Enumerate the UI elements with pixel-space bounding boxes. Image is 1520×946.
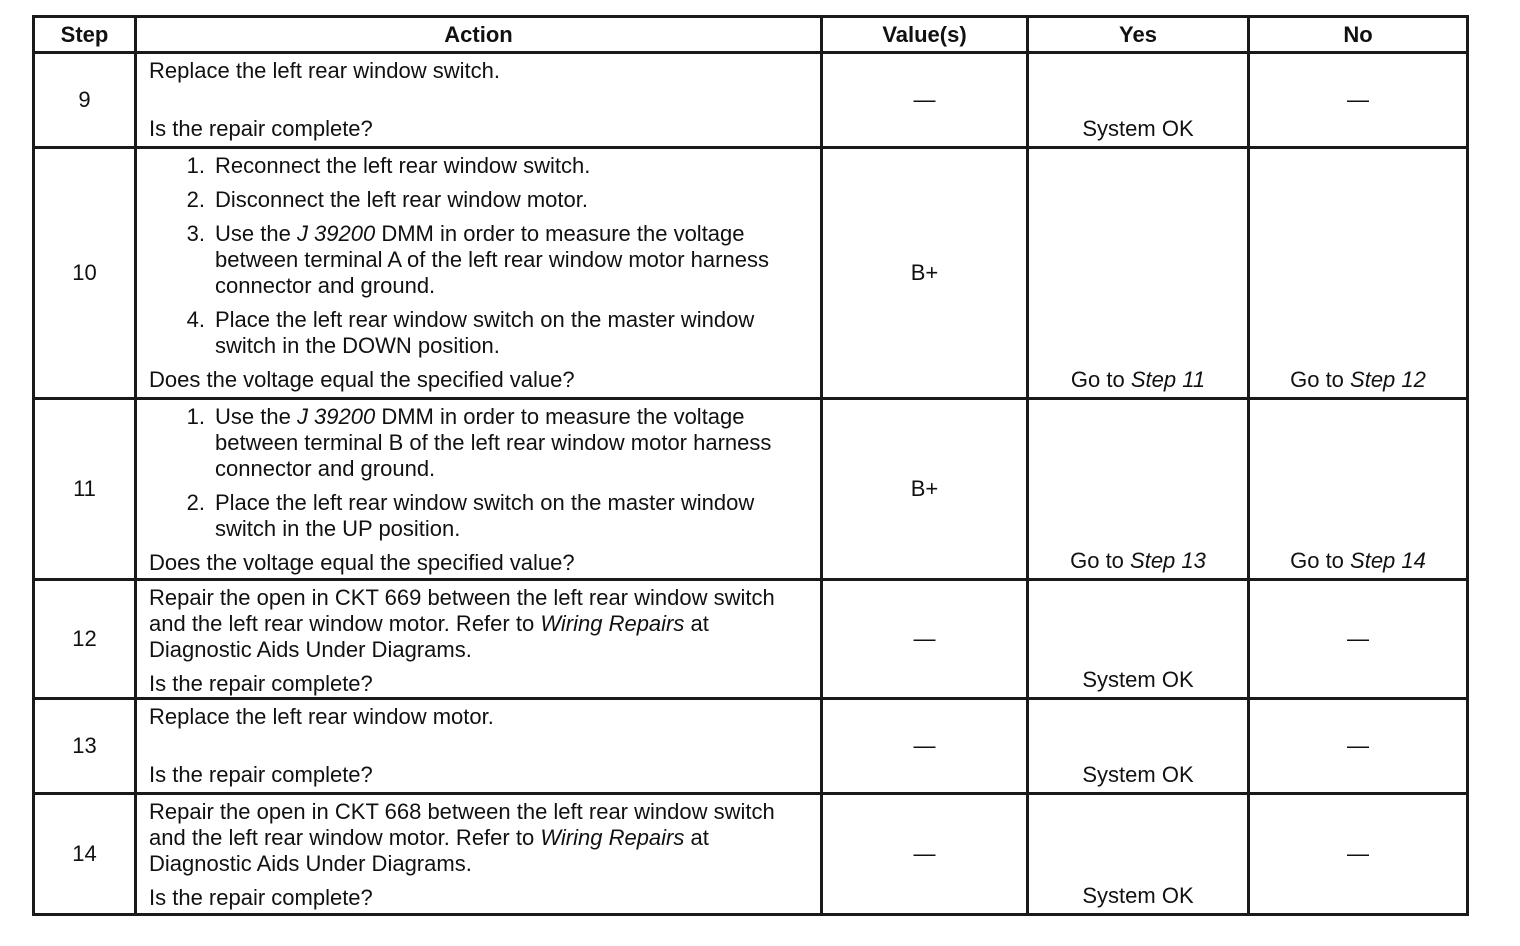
diagnostic-table xyxy=(32,15,1469,916)
no-cell: Go to Step 14 xyxy=(1249,399,1468,580)
step-number: 11 xyxy=(34,399,136,580)
table-row-step-14 xyxy=(34,794,1468,915)
action-question: Is the repair complete? xyxy=(149,671,373,696)
header-no: No xyxy=(1249,17,1468,53)
table-row-step-12 xyxy=(34,580,1468,699)
no-cell: — xyxy=(1249,53,1468,148)
list-item-text: Place the left rear window switch on the master window switch in the DOWN position. xyxy=(215,307,755,358)
list-item-number: 4. xyxy=(186,307,205,332)
table-row-step-11 xyxy=(34,399,1468,580)
list-item-number: 1. xyxy=(186,404,205,429)
step-number: 12 xyxy=(34,580,136,699)
yes-cell: Go to Step 11 xyxy=(1028,148,1249,399)
list-item-text: Place the left rear window switch on the master window switch in the UP position. xyxy=(215,490,755,541)
header-row xyxy=(34,17,1468,53)
action-text: Repair the open in CKT 669 between the left rear window switch and the left rear window motor. Refer to Wiring Repairs at Diagnostic Aids Under Diagrams. xyxy=(149,585,775,662)
action-question: Does the voltage equal the specified value? xyxy=(149,367,575,392)
list-item xyxy=(149,221,808,299)
list-item-text: Use the J 39200 DMM in order to measure the voltage between terminal B of the left rear window motor harness connector and ground. xyxy=(215,404,772,481)
action-cell xyxy=(136,53,822,148)
diagnostic-table-sheet xyxy=(32,15,1466,916)
tool-reference: J 39200 xyxy=(296,404,376,429)
value-cell: — xyxy=(822,794,1028,915)
list-item xyxy=(149,307,808,359)
list-item-text: Use the J 39200 DMM in order to measure the voltage between terminal A of the left rear window motor harness connector and ground. xyxy=(215,221,769,298)
list-item xyxy=(149,404,808,482)
no-cell: — xyxy=(1249,794,1468,915)
table-row-step-9 xyxy=(34,53,1468,148)
list-item-number: 2. xyxy=(186,187,205,212)
list-item-number: 3. xyxy=(186,221,205,246)
action-text: Repair the open in CKT 668 between the left rear window switch and the left rear window motor. Refer to Wiring Repairs at Diagnostic Aids Under Diagrams. xyxy=(149,799,775,876)
list-item-text: Disconnect the left rear window motor. xyxy=(215,187,588,212)
step-number: 10 xyxy=(34,148,136,399)
header-action: Action xyxy=(136,17,822,53)
step-number: 14 xyxy=(34,794,136,915)
action-question: Is the repair complete? xyxy=(149,762,373,787)
value-cell: — xyxy=(822,580,1028,699)
value-cell: — xyxy=(822,699,1028,794)
action-question: Is the repair complete? xyxy=(149,116,373,141)
no-cell: — xyxy=(1249,699,1468,794)
yes-cell: Go to Step 13 xyxy=(1028,399,1249,580)
no-cell: — xyxy=(1249,580,1468,699)
yes-cell: System OK xyxy=(1028,580,1249,699)
action-cell xyxy=(136,580,822,699)
action-cell xyxy=(136,148,822,399)
list-item-number: 2. xyxy=(186,490,205,515)
action-steps-list xyxy=(149,404,808,542)
table-row-step-13 xyxy=(34,699,1468,794)
header-step: Step xyxy=(34,17,136,53)
yes-cell: System OK xyxy=(1028,53,1249,148)
value-cell: B+ xyxy=(822,399,1028,580)
doc-reference: Wiring Repairs xyxy=(540,825,685,850)
yes-cell: System OK xyxy=(1028,794,1249,915)
no-cell: Go to Step 12 xyxy=(1249,148,1468,399)
step-reference: Step 11 xyxy=(1130,367,1206,392)
list-item xyxy=(149,153,808,179)
action-cell xyxy=(136,699,822,794)
tool-reference: J 39200 xyxy=(296,221,376,246)
value-cell: — xyxy=(822,53,1028,148)
table-row-step-10 xyxy=(34,148,1468,399)
list-item xyxy=(149,187,808,213)
value-cell: B+ xyxy=(822,148,1028,399)
step-reference: Step 13 xyxy=(1130,548,1206,573)
list-item-number: 1. xyxy=(186,153,205,178)
list-item-text: Reconnect the left rear window switch. xyxy=(215,153,591,178)
step-reference: Step 12 xyxy=(1350,367,1426,392)
action-question: Does the voltage equal the specified value? xyxy=(149,550,575,575)
header-values: Value(s) xyxy=(822,17,1028,53)
step-reference: Step 14 xyxy=(1350,548,1426,573)
step-number: 13 xyxy=(34,699,136,794)
doc-reference: Wiring Repairs xyxy=(540,611,685,636)
action-text: Replace the left rear window switch. xyxy=(149,58,500,83)
action-steps-list xyxy=(149,153,808,359)
action-question: Is the repair complete? xyxy=(149,885,373,910)
step-number: 9 xyxy=(34,53,136,148)
header-yes: Yes xyxy=(1028,17,1249,53)
yes-cell: System OK xyxy=(1028,699,1249,794)
list-item xyxy=(149,490,808,542)
action-text: Replace the left rear window motor. xyxy=(149,704,494,729)
action-cell xyxy=(136,794,822,915)
action-cell xyxy=(136,399,822,580)
